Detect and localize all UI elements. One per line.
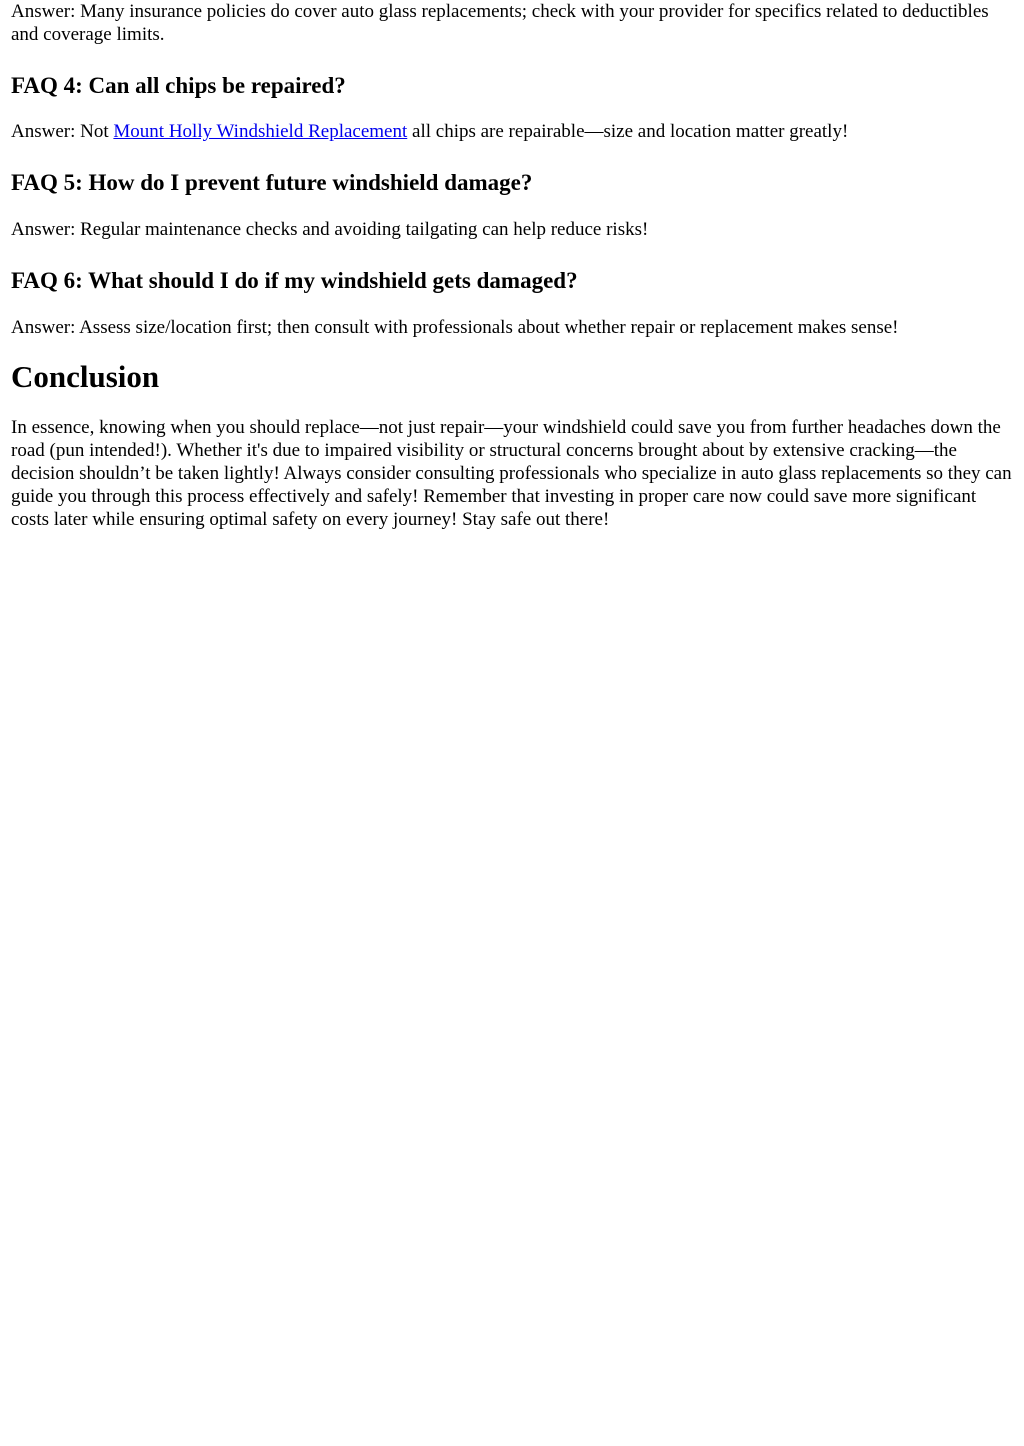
faq6-answer: Answer: Assess size/location first; then consult with professionals about whether repair or replacement makes sense!	[11, 317, 899, 338]
faq5-question: FAQ 5: How do I prevent future windshield damage?	[11, 170, 533, 195]
faq4-answer-suffix: all chips are repairable—size and location matter greatly!	[407, 121, 849, 142]
faq4-answer-prefix: Answer: Not	[11, 121, 114, 142]
faq6-question: FAQ 6: What should I do if my windshield gets damaged?	[11, 268, 578, 293]
faq5-answer: Answer: Regular maintenance checks and avoiding tailgating can help reduce risks!	[11, 219, 649, 240]
mount-holly-windshield-replacement-link[interactable]: Mount Holly Windshield Replacement	[113, 121, 408, 142]
conclusion-heading: Conclusion	[11, 359, 160, 394]
faq3-answer: Answer: Many insurance policies do cover auto glass replacements; check with your provider for specifics related to deductibles and coverage limits.	[11, 1, 989, 45]
conclusion-paragraph: In essence, knowing when you should replace—not just repair—your windshield could save you from further headaches down the road (pun intended!). Whether it's due to impaired visibility or structural concerns brought about by extensive cracking—the decision shouldn’t be taken lightly! Always consider consulting professionals who specialize in auto glass replacements so they can guide you through this process effectively and safely! Remember that investing in proper care now could save more significant costs later while ensuring optimal safety on every journey! Stay safe out there!	[11, 417, 1012, 530]
faq4-question: FAQ 4: Can all chips be repaired?	[11, 73, 346, 98]
faq4-answer	[11, 120, 1014, 143]
